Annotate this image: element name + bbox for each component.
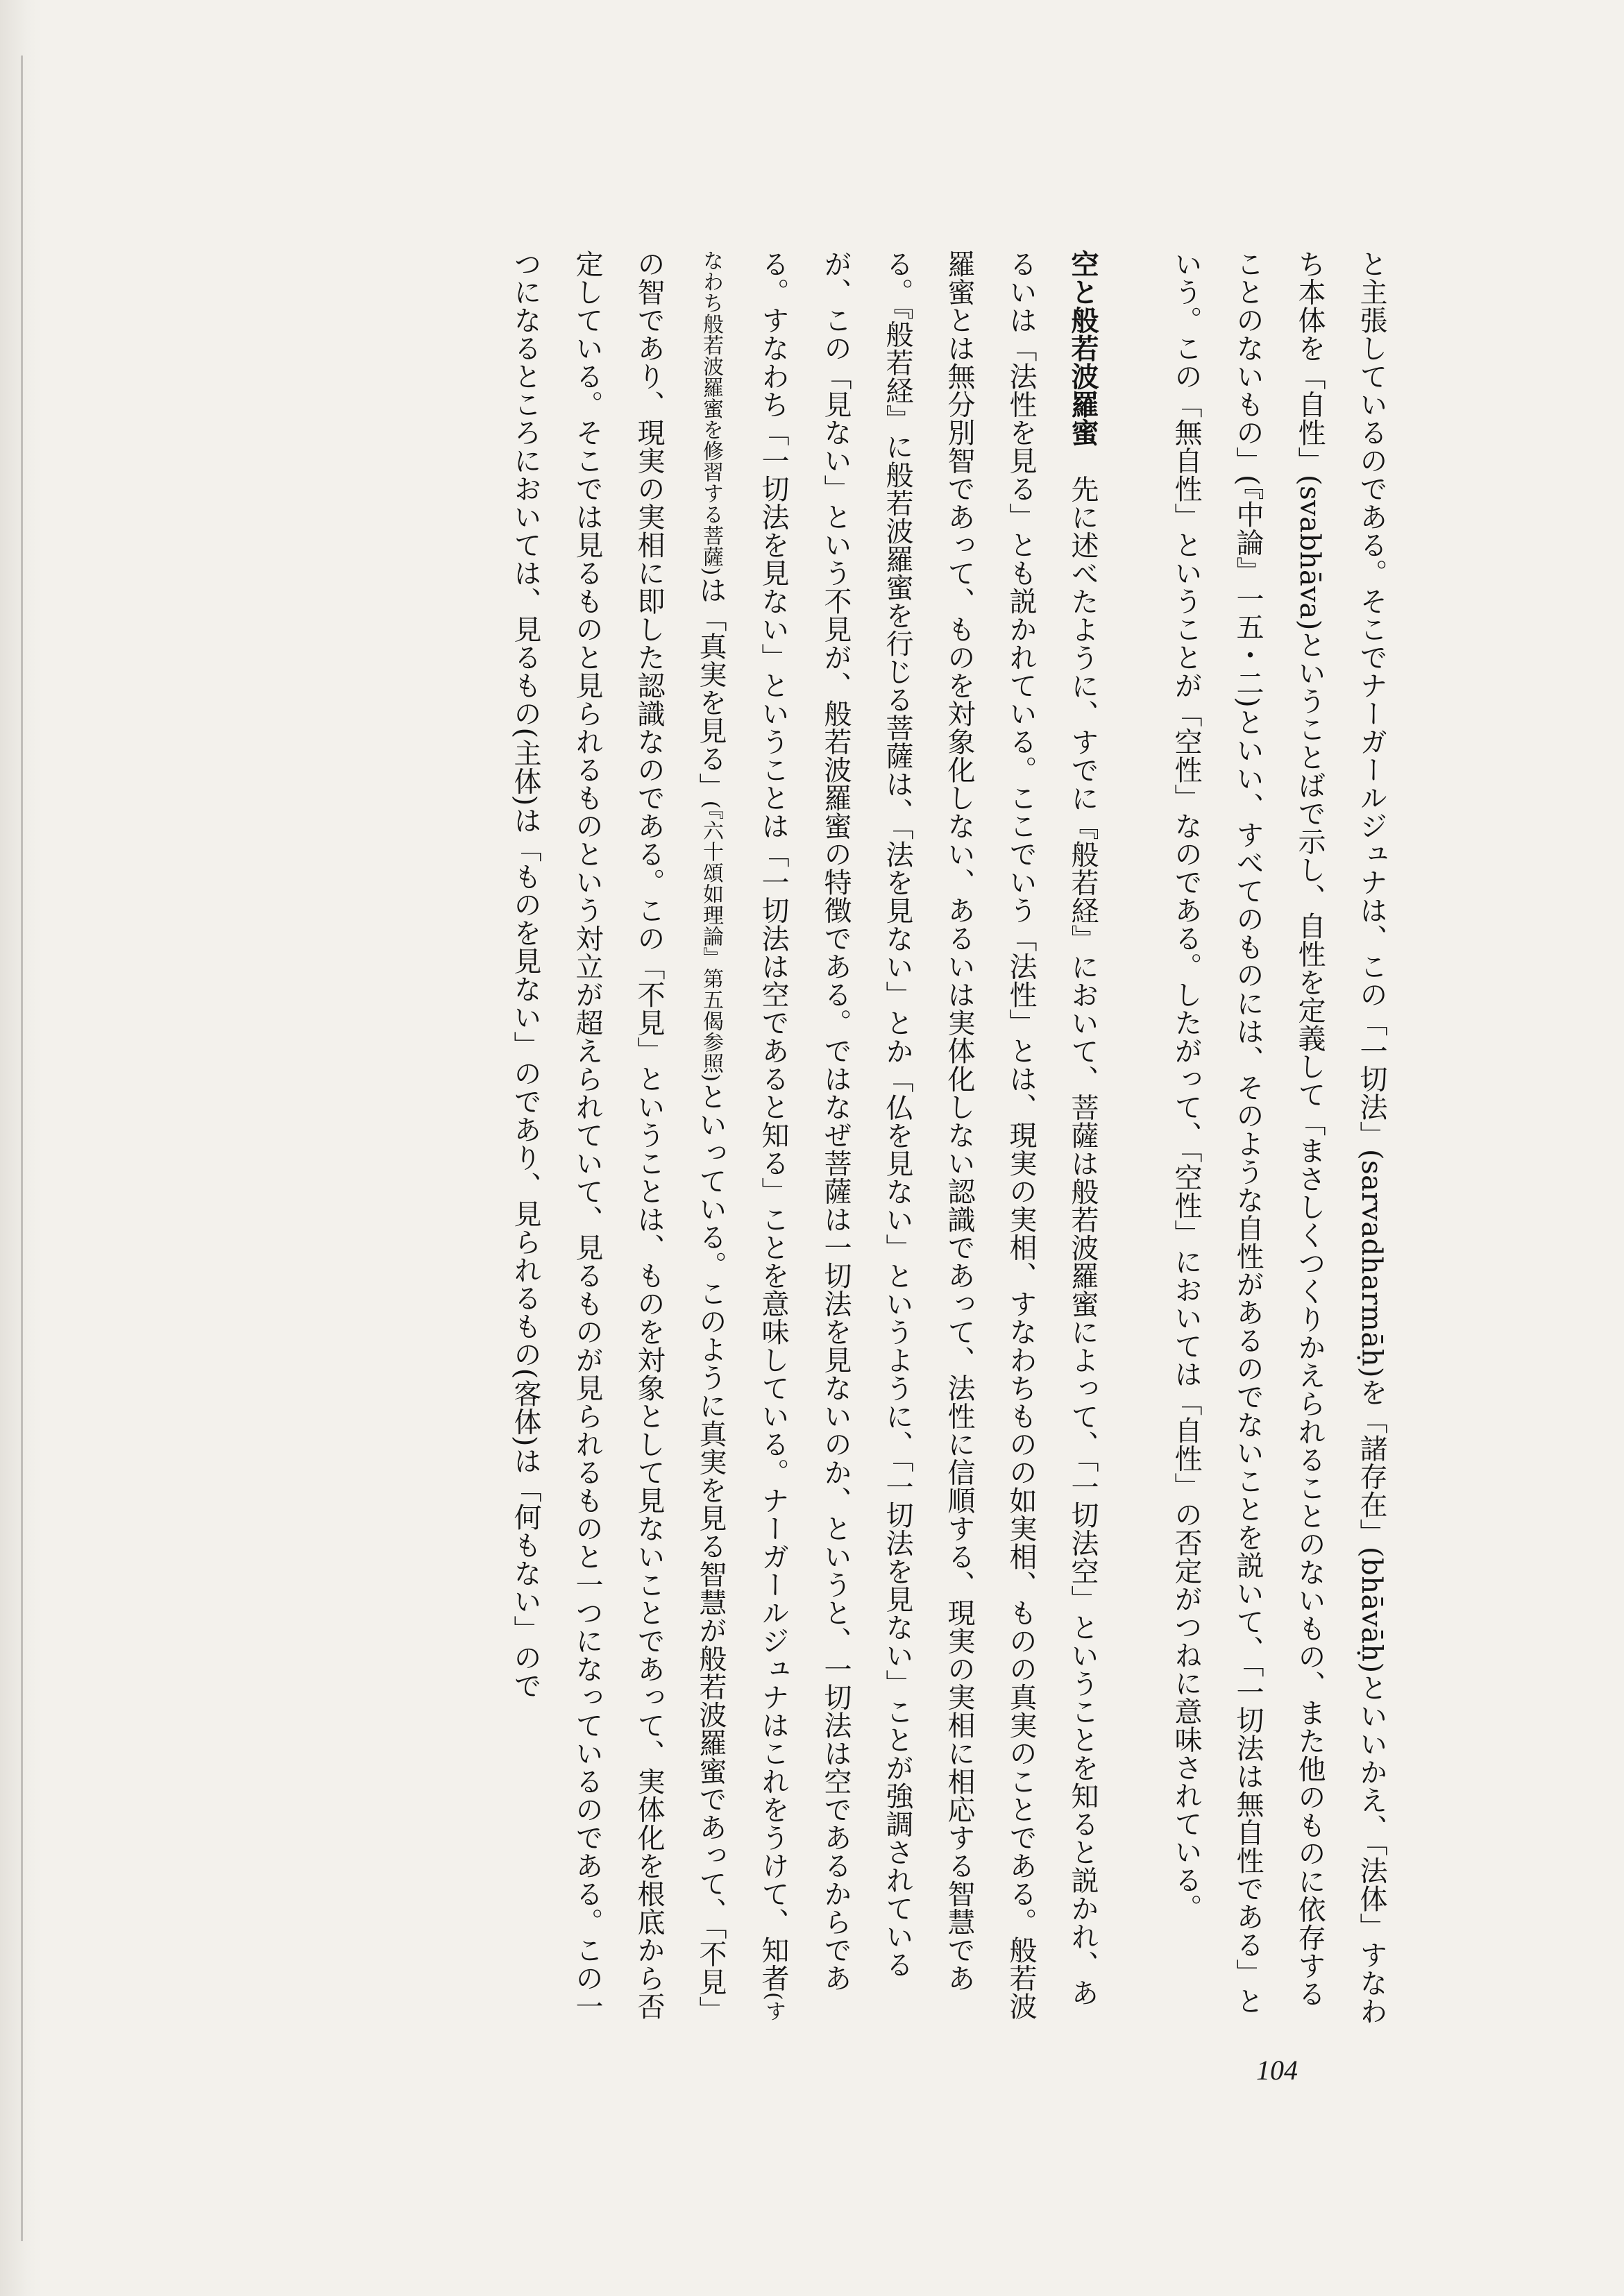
binding-line [21, 56, 23, 2241]
section-start [494, 250, 1155, 2026]
vertical-text-block [222, 250, 1402, 2026]
paragraph-1 [1155, 250, 1402, 2026]
note-b: (『六十頌如理論』第五偈参照) [699, 800, 723, 1082]
section-heading: 空と般若波羅蜜 [1067, 250, 1099, 447]
section-body [509, 250, 1099, 2024]
paragraph-2b-text: は「真実を見る」 [695, 575, 727, 801]
page-number: 104 [1256, 2055, 1298, 2086]
paragraph-2-text: 先に述べたように、すでに『般若経』において、菩薩は般若波羅蜜によって、「一切法空」ということを知ると説かれ、あるいは「法性を見る」とも説かれている。ここでいう「法性」とは、現実の実相、すなわちものの如実相、ものの真実のことである。般若波羅蜜とは無分別智であって、ものを対象化しない、あるいは実体化しない認識であって、法性に信順する、現実の実相に相応する智慧である。『般若経』に般若波羅蜜を行じる菩薩は、「法を見ない」とか「仏を見ない」というように、「一切法を見ない」ことが強調されているが、この「見ない」という不見が、般若波羅蜜の特徴である。ではなぜ菩薩は一切法を見ないのか、というと、一切法は空であるからである。すなわち「一切法を見ない」ということは「一切法は空であると知る」ことを意味している。ナーガールジュナはこれをうけて、知者 [757, 250, 1099, 2021]
note-a: (すなわち般若波羅蜜を修習する菩薩) [699, 250, 786, 2022]
paragraph-2c-text: といっている。このように真実を見る智慧が般若波羅蜜であって、「不見」の智であり、現実の実相に即した認識なのである。この「不見」ということは、ものを対象として見ないことであって、実体化を根底から否定している。そこでは見るものと見られるものという対立が超えられていて、見るものが見られるものと一つになっているのである。この一つになるところにおいては、見るもの(主体)は「ものを見ない」のであり、見られるもの(客体)は「何もない」ので [509, 250, 727, 2024]
paragraph-1-text: と主張しているのである。そこでナーガールジュナは、この「一切法」(sarvadharmāḥ)を「諸存在」(bhāvāḥ)といいかえ、「法体」すなわち本体を「自性」(svabhāva)ということばで示し、自性を定義して「まさしくつくりかえられることのないもの、また他のものに依存することのないもの」(『中論』一五・二)といい、すべてのものには、そのような自性があるのでないことを説いて、「一切法は無自性である」という。この「無自性」ということが「空性」なのである。したがって、「空性」においては「自性」の否定がつねに意味されている。 [1170, 250, 1387, 2025]
